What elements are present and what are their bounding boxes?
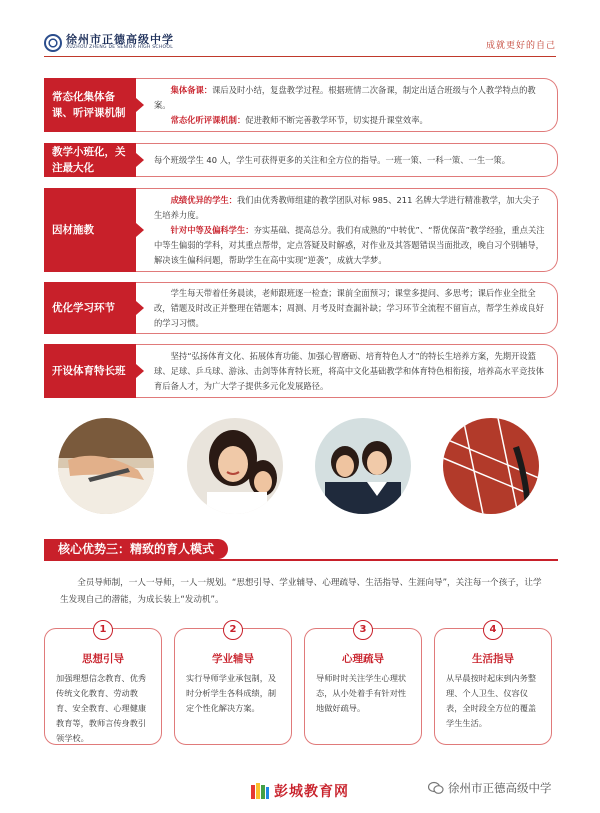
footer-logo-text: 彭城教育网	[274, 784, 349, 800]
paragraph-text: 课后及时小结，复盘教学过程。根据班情二次备课，制定出适合班级与个人教学特点的教案。	[154, 84, 536, 110]
photo-running-track	[443, 418, 539, 514]
row-paragraph	[154, 113, 545, 128]
mentor-card-1	[44, 624, 162, 745]
row-content	[136, 143, 558, 177]
feature-row-sports-class	[44, 344, 558, 398]
card-text: 加强理想信念教育、优秀传统文化教育、劳动教育、安全教育、心理健康教育等，教师言传身教引领学校。	[56, 673, 147, 743]
card-number-badge: 2	[223, 620, 243, 640]
row-label: 优化学习环节	[44, 282, 136, 334]
mentor-card-3	[304, 624, 422, 745]
card-number-badge: 1	[93, 620, 113, 640]
card-text: 从早晨按时起床到内务整理、个人卫生、仪容仪表，全时段全方位的覆盖学生生活。	[446, 673, 537, 728]
row-label: 开设体育特长班	[44, 344, 136, 398]
row-paragraph	[154, 153, 545, 168]
wechat-icon	[428, 781, 444, 795]
paragraph-title: 常态化听评课机制：	[170, 114, 246, 125]
school-logo-icon	[44, 34, 62, 52]
paragraph-title: 集体备课：	[170, 84, 213, 95]
book-icon	[250, 781, 270, 801]
mentor-card-4	[434, 624, 552, 745]
card-title: 思想引导	[82, 653, 124, 665]
section-intro: 全员导师制，一人一导师，一人一规划。“思想引导、学业辅导、心理疏导、生活指导、生涯向导”，关注每一个孩子，让学生发现自己的潜能，为成长装上“发动机”。	[60, 578, 542, 605]
section-title: 核心优势三：精致的育人模式	[44, 539, 228, 559]
row-paragraph	[154, 286, 545, 331]
photo-writing-hand	[58, 418, 154, 514]
school-name-en: XUZHOU ZHENG DE SENIOR HIGH SCHOOL	[66, 45, 174, 50]
school-name: 徐州市正德高级中学	[66, 33, 174, 46]
paragraph-text: 学生每天带着任务晨读，老师跟班逐一检查；课前全面预习；课堂多提问、多思考；课后作业全批全改，错题及时改正并整理在错题本；周测、月考及时查漏补缺；学习环节全流程不留盲点，帮学生养成良好的学习习惯。	[154, 287, 544, 328]
card-text: 实行导师学业承包制，及时分析学生各科成绩，制定个性化解决方案。	[186, 673, 277, 713]
row-content	[136, 344, 558, 398]
row-label: 教学小班化，关注最大化	[44, 143, 136, 177]
section-divider	[44, 559, 558, 561]
section-header	[44, 539, 558, 561]
header-divider	[44, 56, 556, 57]
card-title: 心理疏导	[342, 653, 384, 665]
footer-wechat	[428, 780, 552, 796]
wechat-account-name: 徐州市正德高级中学	[448, 781, 552, 795]
mentor-card-2	[174, 624, 292, 745]
slogan: 成就更好的自己	[485, 41, 556, 51]
footer-site-logo	[250, 778, 349, 804]
row-content	[136, 78, 558, 132]
row-content	[136, 282, 558, 334]
paragraph-text: 每个班级学生 40 人，学生可获得更多的关注和全方位的指导。一班一策、一科一策、一生一策。	[154, 154, 511, 165]
row-label: 因材施教	[44, 188, 136, 272]
row-paragraph	[154, 83, 545, 113]
row-paragraph	[154, 193, 545, 223]
paragraph-text: 坚持“弘扬体育文化、拓展体育功能、加强心智磨砺、培育特色人才”的特长生培养方案，先期开设篮球、足球、乒乓球、游泳、击剑等体育特长班，将高中文化基础教学和体育特色相衔接，培养高水平竞技体育后备人才，为广大学子提供多元化发展路径。	[154, 350, 544, 391]
feature-row-small-class	[44, 143, 558, 177]
row-content	[136, 188, 558, 272]
card-title: 生活指导	[472, 653, 514, 665]
paragraph-title: 针对中等及偏科学生：	[170, 224, 254, 235]
paragraph-text: 我们由优秀教师组建的教学团队对标 985、211 名牌大学进行精准教学，加大尖子生培养力度。	[154, 194, 540, 220]
photo-students-uniform	[315, 418, 411, 514]
feature-row-optimize-learning	[44, 282, 558, 334]
paragraph-text: 夯实基础、提高总分。我们有成熟的“中转优”、“帮优保苗”教学经验，重点关注中等生偏弱的学科，对其重点帮带，定点答疑及时解惑，对作业及其答题错误当面批改，晚自习个别辅导，解决该生偏科问题，帮助学生在高中实现“逆袭”，成就大学梦。	[154, 224, 545, 265]
row-label: 常态化集体备课、听评课机制	[44, 78, 136, 132]
paragraph-title: 成绩优异的学生：	[170, 194, 237, 205]
feature-row-differentiated-teaching	[44, 188, 558, 272]
photo-smiling-students	[187, 418, 283, 514]
card-title: 学业辅导	[212, 653, 254, 665]
card-number-badge: 4	[483, 620, 503, 640]
card-number-badge: 3	[353, 620, 373, 640]
paragraph-text: 促进教师不断完善教学环节，切实提升课堂效率。	[245, 114, 428, 125]
feature-row-collective-prep	[44, 78, 558, 132]
row-paragraph	[154, 349, 545, 394]
card-text: 导师时时关注学生心理状态，从小处着手有针对性地做好疏导。	[316, 673, 407, 713]
row-paragraph	[154, 223, 545, 268]
page-header	[0, 0, 600, 58]
